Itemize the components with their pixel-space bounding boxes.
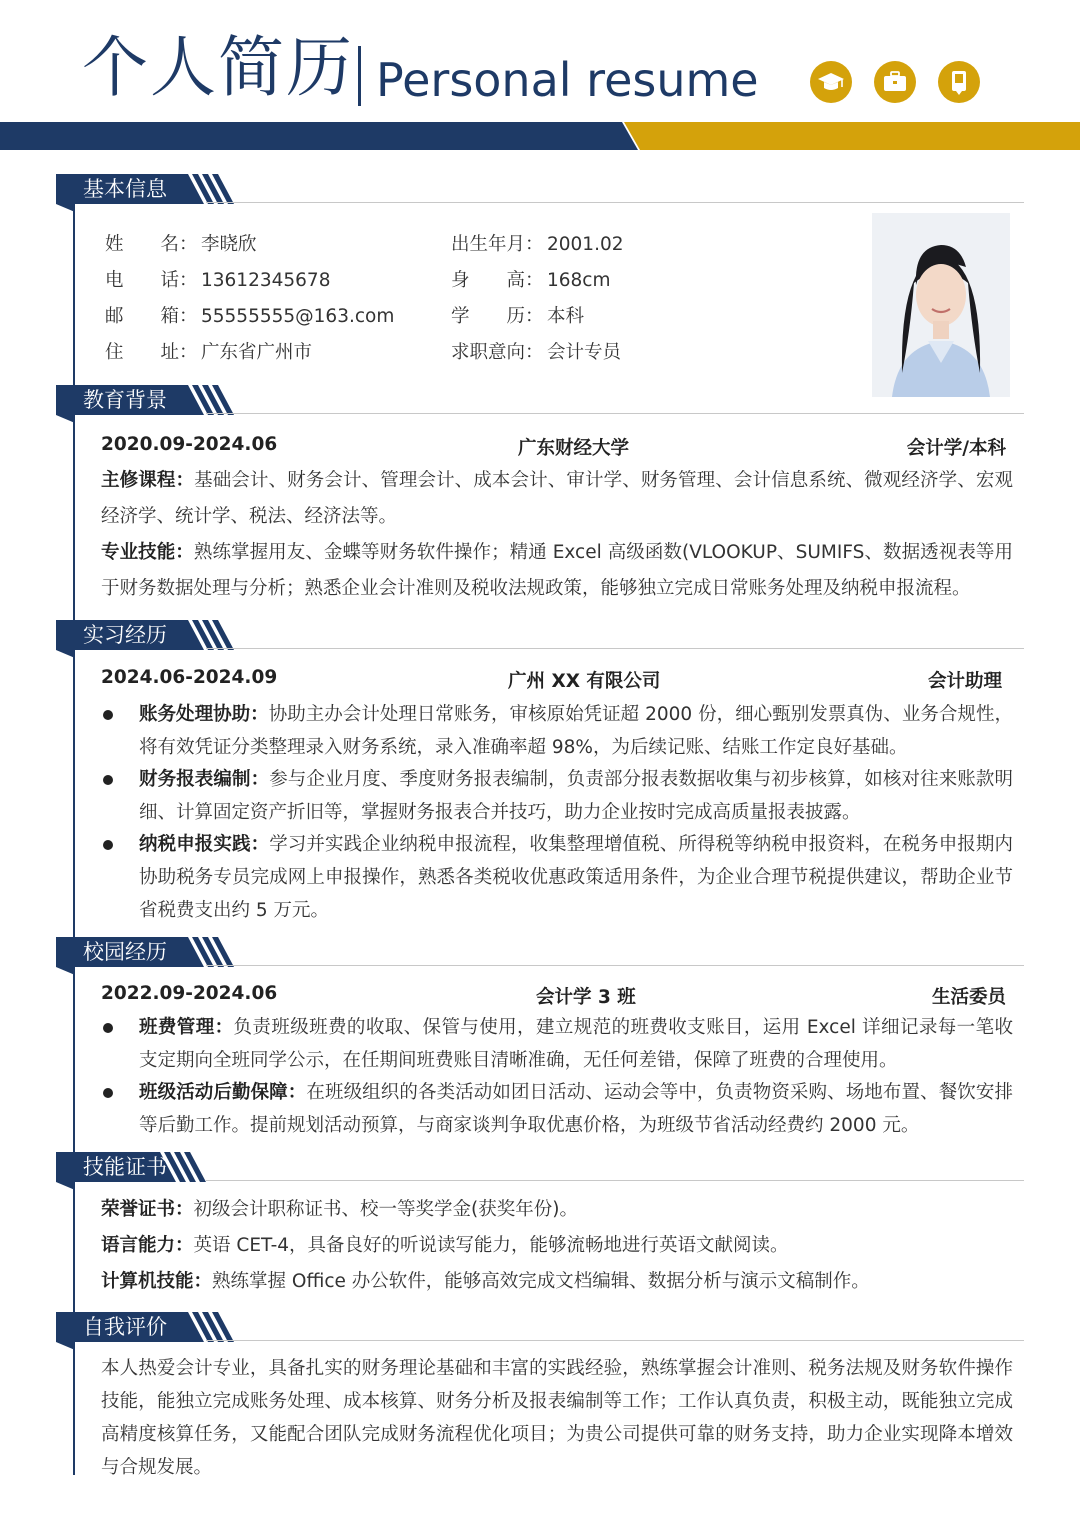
section-rule [206, 1340, 1024, 1341]
info-degree-value: 本科 [547, 306, 585, 327]
section-title: 教育背景 [83, 388, 167, 412]
info-height-value: 168cm [547, 270, 611, 291]
education-skills [101, 535, 1013, 607]
skills-text: 熟练掌握用友、金蝶等财务软件操作；精通 Excel 高级函数(VLOOKUP、SUMIFS、数据透视表等用于财务数据处理与分析；熟悉企业会计准则及税收法规政策，能够独立完成日常账务处理及纳税申报流程。 [101, 542, 1013, 599]
item-text: 负责班级班费的收取、保管与使用，建立规范的班费收支账目，运用 Excel 详细记录每一笔收支定期向全班同学公示，在任期间班费账目清晰准确，无任何差错，保障了班费的合理使用。 [139, 1017, 1013, 1071]
info-name-label: 姓 名： [105, 234, 198, 255]
profile-photo [872, 213, 1010, 397]
bullet-dot [103, 1088, 113, 1098]
bullet-dot [103, 775, 113, 785]
internship-item [139, 763, 1013, 829]
title-divider [358, 46, 361, 106]
info-email-label: 邮 箱： [105, 306, 198, 327]
internship-role: 会计助理 [927, 671, 1002, 692]
resume-title-english: Personal resume [376, 53, 759, 107]
courses-text: 基础会计、财务会计、管理会计、成本会计、审计学、财务管理、会计信息系统、微观经济学、宏观经济学、统计学、税法、经济法等。 [101, 470, 1013, 527]
item-label: 财务报表编制： [139, 769, 270, 790]
resume-title-chinese: 个人简历 [82, 29, 354, 106]
item-label: 班级活动后勤保障： [139, 1082, 307, 1103]
item-label: 班费管理： [139, 1017, 234, 1038]
section-campus [56, 937, 1026, 973]
info-phone-label: 电 话： [105, 270, 198, 291]
info-address-label: 住 址： [105, 342, 198, 363]
info-address-value: 广东省广州市 [201, 342, 313, 363]
education-period: 2020.09-2024.06 [101, 434, 278, 455]
internship-period: 2024.06-2024.09 [101, 667, 278, 688]
info-intent-value: 会计专员 [547, 342, 622, 363]
info-birth-value: 2001.02 [547, 234, 624, 255]
section-rule [206, 965, 1024, 966]
honor-text: 初级会计职称证书、校一等奖学金(获奖年份)。 [193, 1199, 578, 1220]
skills-label: 专业技能： [101, 542, 194, 563]
campus-item [139, 1076, 1013, 1142]
info-intent-label: 求职意向： [451, 342, 544, 363]
campus-org: 会计学 3 班 [536, 987, 636, 1008]
item-text: 协助主办会计处理日常账务，审核原始凭证超 2000 份，细心甄别发票真伪、业务合规性，将有效凭证分类整理录入财务系统，录入准确率超 98%，为后续记账、结账工作定良好基础。 [139, 704, 1013, 758]
section-internship [56, 620, 1026, 656]
section-self-evaluation [56, 1312, 1026, 1348]
header-color-band [0, 122, 1080, 150]
skills-honor [101, 1198, 578, 1222]
section-rule [206, 202, 1024, 203]
skills-computer [101, 1270, 870, 1294]
section-title: 自我评价 [83, 1315, 167, 1339]
language-label: 语言能力： [101, 1235, 194, 1256]
internship-item [139, 698, 1013, 764]
graduation-cap-icon [810, 61, 852, 103]
self-evaluation-text: 本人热爱会计专业，具备扎实的财务理论基础和丰富的实践经验，熟练掌握会计准则、税务法规及财务软件操作技能，能独立完成账务处理、成本核算、财务分析及报表编制等工作；工作认真负责，积极主动，既能独立完成高精度核算任务，又能配合团队完成财务流程优化项目；为贵公司提供可靠的财务支持，助力企业实现降本增效与合规发展。 [101, 1358, 1013, 1478]
honor-label: 荣誉证书： [101, 1199, 194, 1220]
computer-text: 熟练掌握 Office 办公软件，能够高效完成文档编辑、数据分析与演示文稿制作。 [212, 1271, 870, 1292]
section-rule [206, 648, 1024, 649]
info-degree-label: 学 历： [451, 306, 544, 327]
campus-item [139, 1011, 1013, 1077]
section-education [56, 385, 1026, 421]
section-rule [206, 413, 1024, 414]
info-name-value: 李晓欣 [201, 234, 257, 255]
education-major: 会计学/本科 [906, 438, 1006, 459]
language-text: 英语 CET-4，具备良好的听说读写能力，能够流畅地进行英语文献阅读。 [193, 1235, 789, 1256]
campus-period: 2022.09-2024.06 [101, 983, 278, 1004]
bullet-dot [103, 840, 113, 850]
internship-item [139, 828, 1013, 927]
skills-language [101, 1234, 789, 1258]
section-rule [206, 1180, 1024, 1181]
campus-header-row [101, 983, 1006, 1009]
section-skills [56, 1152, 1026, 1188]
info-email-value: 55555555@163.com [201, 306, 395, 327]
info-phone-value: 13612345678 [201, 270, 331, 291]
item-text: 在班级组织的各类活动如团日活动、运动会等中，负责物资采购、场地布置、餐饮安排等后勤工作。提前规划活动预算，与商家谈判争取优惠价格，为班级节省活动经费约 2000 元。 [139, 1082, 1013, 1136]
item-label: 纳税申报实践： [139, 834, 270, 855]
section-title: 基本信息 [83, 177, 167, 201]
courses-label: 主修课程： [101, 470, 195, 491]
campus-role: 生活委员 [931, 987, 1006, 1008]
computer-label: 计算机技能： [101, 1271, 213, 1292]
briefcase-icon [874, 61, 916, 103]
info-height-label: 身 高： [451, 270, 544, 291]
bullet-dot [103, 710, 113, 720]
info-birth-label: 出生年月： [451, 234, 544, 255]
bullet-dot [103, 1023, 113, 1033]
item-label: 账务处理协助： [139, 704, 269, 725]
section-title: 实习经历 [83, 623, 167, 647]
education-school: 广东财经大学 [518, 438, 630, 459]
education-header-row [101, 434, 1006, 460]
section-title: 技能证书 [83, 1155, 167, 1179]
section-basic-info [56, 174, 1026, 210]
item-text: 参与企业月度、季度财务报表编制，负责部分报表数据收集与初步核算，如核对往来账款明细、计算固定资产折旧等，掌握财务报表合并技巧，助力企业按时完成高质量报表披露。 [139, 769, 1013, 823]
section-title: 校园经历 [83, 940, 167, 964]
education-courses [101, 463, 1013, 535]
internship-company: 广州 XX 有限公司 [508, 671, 661, 692]
id-badge-icon [938, 61, 980, 103]
internship-header-row [101, 667, 1006, 693]
item-text: 学习并实践企业纳税申报流程，收集整理增值税、所得税等纳税申报资料，在税务申报期内协助税务专员完成网上申报操作，熟悉各类税收优惠政策适用条件，为企业合理节税提供建议，帮助企业节省税费支出约 5 万元。 [139, 834, 1013, 921]
